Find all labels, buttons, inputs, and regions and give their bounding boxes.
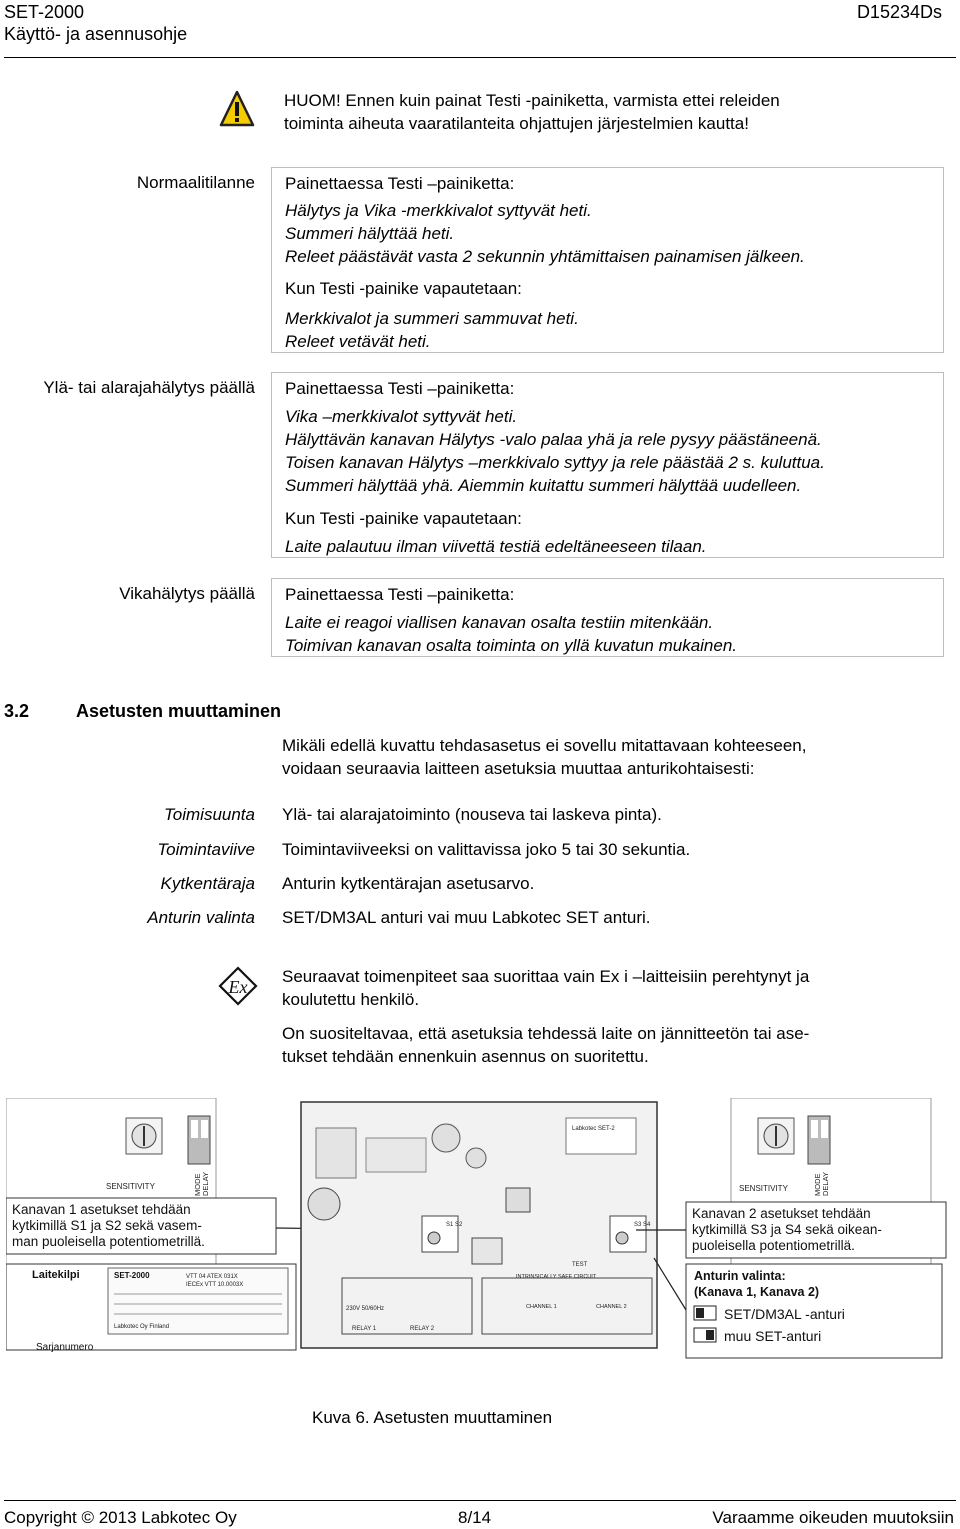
setting-label: Kytkentäraja	[160, 874, 255, 893]
warning-triangle-icon	[219, 89, 255, 129]
box-line: Hälyttävän kanavan Hälytys -valo palaa yhä ja rele pysyy päästäneenä.	[285, 430, 822, 449]
setting-label: Toimintaviive	[157, 840, 255, 859]
laitekilpi-label: Laitekilpi	[32, 1269, 80, 1281]
svg-text:Ex: Ex	[228, 977, 248, 997]
left-potentiometer	[126, 1118, 162, 1154]
board-supply: 230V 50/60Hz	[346, 1306, 385, 1312]
box-line: Vika –merkkivalot syttyvät heti.	[285, 407, 518, 426]
footer-page-number: 8/14	[458, 1508, 492, 1527]
sensor-selection-subtitle: (Kanava 1, Kanava 2)	[694, 1285, 820, 1299]
right-callout-line: Kanavan 2 asetukset tehdään	[692, 1206, 871, 1221]
box-line: Summeri hälyttää heti.	[285, 224, 455, 243]
ex-atex-icon	[218, 966, 258, 1006]
setting-desc: Toimintaviiveeksi on valittavissa joko 5 tai 30 sekuntia.	[282, 840, 691, 859]
settings-figure-drawing	[6, 1098, 951, 1388]
left-mode-label: MODE	[193, 1173, 202, 1196]
board-s3s4: S3 S4	[634, 1222, 651, 1228]
warning-line-2: toiminta aiheuta vaaratilanteita ohjattujen järjestelmien kautta!	[284, 114, 749, 133]
setting-label: Toimisuunta	[163, 805, 255, 824]
section-number: 3.2	[4, 701, 30, 721]
setting-desc: SET/DM3AL anturi vai muu Labkotec SET anturi.	[282, 908, 651, 927]
box-line: Laite palautuu ilman viivettä testiä edeltäneeseen tilaan.	[285, 537, 707, 556]
setting-label: Anturin valinta	[147, 908, 255, 927]
state-box-level-alarm	[271, 372, 944, 558]
board-channel-1: CHANNEL 1	[526, 1304, 557, 1310]
box-line: Summeri hälyttää yhä. Aiemmin kuitattu summeri hälyttää uudelleen.	[285, 476, 802, 495]
document-subtitle: Käyttö- ja asennusohje	[4, 24, 188, 44]
ex-note-1-line-2: koulutettu henkilö.	[282, 990, 420, 1009]
plate-cert-2: IECEx VTT 10.0003X	[186, 1282, 244, 1288]
circuit-board	[301, 1102, 657, 1348]
section-intro-2: voidaan seuraavia laitteen asetuksia muuttaa anturikohtaisesti:	[282, 759, 755, 778]
ex-note-2-line-1: On suositeltavaa, että asetuksia tehdessä laite on jännitteetön tai ase-	[282, 1024, 810, 1043]
box-line: Toimivan kanavan osalta toiminta on yllä kuvatun mukainen.	[285, 636, 738, 655]
settings-figure	[6, 1098, 951, 1388]
sensor-option-2: muu SET-anturi	[724, 1328, 822, 1344]
box-line: Merkkivalot ja summeri sammuvat heti.	[285, 309, 579, 328]
box-line: Kun Testi -painike vapautetaan:	[285, 509, 522, 528]
left-sensitivity-label: SENSITIVITY	[106, 1182, 155, 1191]
sarjanumero-label: Sarjanumero	[36, 1342, 94, 1353]
document-code: D15234Ds	[856, 2, 942, 22]
plate-cert-1: VTT 04 ATEX 031X	[186, 1274, 238, 1280]
board-relay-1: RELAY 1	[352, 1326, 377, 1332]
section-intro-1: Mikäli edellä kuvattu tehdasasetus ei sovellu mitattavaan kohteeseen,	[282, 736, 807, 755]
footer-rights: Varaamme oikeuden muutoksiin	[712, 1508, 954, 1527]
box-line: Releet vetävät heti.	[285, 332, 431, 351]
sensor-option-1: SET/DM3AL -anturi	[724, 1306, 845, 1322]
box-line: Toisen kanavan Hälytys –merkkivalo syttyy ja rele päästää 2 s. kuluttua.	[285, 453, 825, 472]
box-line: Laite ei reagoi viallisen kanavan osalta testiin mitenkään.	[285, 613, 714, 632]
box-line: Painettaessa Testi –painiketta:	[285, 174, 515, 193]
right-callout-line: kytkimillä S3 ja S4 sekä oikean-	[692, 1222, 882, 1237]
board-relay-2: RELAY 2	[410, 1326, 435, 1332]
section-title: Asetusten muuttaminen	[76, 701, 282, 721]
right-sensitivity-label: SENSITIVITY	[739, 1184, 788, 1193]
left-callout-line: man puoleisella potentiometrillä.	[12, 1234, 205, 1249]
state-label-level-alarm: Ylä- tai alarajahälytys päällä	[43, 378, 255, 397]
header-divider	[4, 57, 956, 58]
right-dip-switch	[808, 1116, 830, 1164]
setting-desc: Anturin kytkentärajan asetusarvo.	[282, 874, 535, 893]
product-name: SET-2000	[4, 2, 85, 22]
footer-copyright: Copyright © 2013 Labkotec Oy	[4, 1508, 237, 1527]
board-brand: Labkotec SET-2	[572, 1126, 615, 1132]
box-line: Painettaessa Testi –painiketta:	[285, 585, 515, 604]
right-callout-line: puoleisella potentiometrillä.	[692, 1238, 855, 1253]
plate-maker: Labkotec Oy Finland	[114, 1324, 170, 1330]
right-delay-label: DELAY	[821, 1171, 830, 1196]
box-line: Painettaessa Testi –painiketta:	[285, 379, 515, 398]
box-line: Kun Testi -painike vapautetaan:	[285, 279, 522, 298]
left-callout-line: Kanavan 1 asetukset tehdään	[12, 1202, 191, 1217]
ex-note-2-line-2: tukset tehdään ennenkuin asennus on suoritettu.	[282, 1047, 649, 1066]
right-mode-label: MODE	[813, 1173, 822, 1196]
sensor-selection-title: Anturin valinta:	[694, 1269, 786, 1283]
box-line: Hälytys ja Vika -merkkivalot syttyvät heti.	[285, 201, 592, 220]
state-box-fault-alarm	[271, 578, 944, 657]
board-isc: INTRINSICALLY SAFE CIRCUIT	[516, 1274, 597, 1280]
ex-note-1-line-1: Seuraavat toimenpiteet saa suorittaa vain Ex i –laitteisiin perehtynyt ja	[282, 967, 810, 986]
left-delay-label: DELAY	[201, 1171, 210, 1196]
board-test: TEST	[572, 1262, 588, 1268]
box-line: Releet päästävät vasta 2 sekunnin yhtämittaisen painamisen jälkeen.	[285, 247, 805, 266]
setting-desc: Ylä- tai alarajatoiminto (nouseva tai laskeva pinta).	[282, 805, 662, 824]
board-channel-2: CHANNEL 2	[596, 1304, 627, 1310]
plate-model: SET-2000	[114, 1271, 150, 1280]
warning-line-1: HUOM! Ennen kuin painat Testi -painiketta, varmista ettei releiden	[284, 91, 780, 110]
left-dip-switch	[188, 1116, 210, 1164]
state-box-normal	[271, 167, 944, 353]
state-label-normal: Normaalitilanne	[136, 173, 255, 192]
left-callout-line: kytkimillä S1 ja S2 sekä vasem-	[12, 1218, 202, 1233]
figure-caption: Kuva 6. Asetusten muuttaminen	[312, 1408, 553, 1427]
footer-divider	[4, 1500, 956, 1501]
state-label-fault-alarm: Vikahälytys päällä	[119, 584, 255, 603]
right-potentiometer	[758, 1118, 794, 1154]
board-s1s2: S1 S2	[446, 1222, 463, 1228]
